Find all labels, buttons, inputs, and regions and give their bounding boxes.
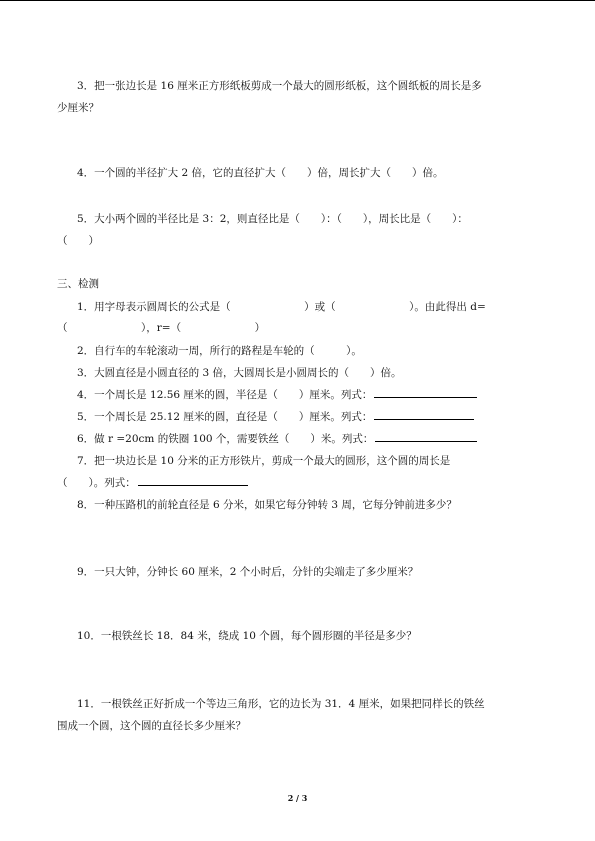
p3-q2: 2．自行车的车轮滚动一周，所行的路程是车轮的（ ）。 <box>77 345 362 357</box>
p3-q4 <box>77 388 477 402</box>
p3-q10: 10．一根铁丝长 18．84 米，绕成 10 个圆，每个圆形圈的半径是多少？ <box>77 630 417 642</box>
page-number: 2 / 3 <box>287 793 308 803</box>
p2-q5-line2: （ ） <box>57 235 99 247</box>
p2-q4: 4．一个圆的半径扩大 2 倍，它的直径扩大（ ）倍，周长扩大（ ）倍。 <box>77 167 444 179</box>
p3-q7-line2-text: （ ）。列式： <box>57 477 136 489</box>
p3-q1-line1: 1．用字母表示圆周长的公式是（ ）或（ ）。由此得出 d= <box>77 301 486 313</box>
p3-q3: 3．大圆直径是小圆直径的 3 倍，大圆周长是小圆周长的（ ）倍。 <box>77 367 402 379</box>
p3-q9: 9．一只大钟，分钟长 60 厘米，2 个小时后，分针的尖端走了多少厘米？ <box>77 566 419 578</box>
answer-blank[interactable] <box>138 476 248 486</box>
p3-q11-line1: 11．一根铁丝正好折成一个等边三角形，它的边长为 31．4 厘米，如果把同样长的铁丝 <box>77 698 485 710</box>
p2-q3-line2: 少厘米？ <box>57 102 99 114</box>
answer-blank[interactable] <box>374 388 477 398</box>
p3-q1-line2: （ ），r=（ ） <box>57 322 266 334</box>
section-heading-jiance: 三、检测 <box>57 278 99 290</box>
p3-q4-text: 4．一个周长是 12.56 厘米的圆，半径是（ ）厘米。列式： <box>77 389 373 401</box>
p3-q6 <box>77 432 477 446</box>
p3-q5 <box>77 410 474 424</box>
p3-q11-line2: 围成一个圆，这个圆的直径长多少厘米？ <box>57 720 246 732</box>
p3-q5-text: 5．一个周长是 25.12 厘米的圆，直径是（ ）厘米。列式： <box>77 411 373 423</box>
p3-q6-text: 6．做 r =20cm 的铁圈 100 个，需要铁丝（ ）米。列式： <box>77 433 374 445</box>
p3-q7-line2 <box>57 476 248 490</box>
p3-q8: 8．一种压路机的前轮直径是 6 分米，如果它每分钟转 3 周，它每分钟前进多少？ <box>77 499 457 511</box>
answer-blank[interactable] <box>374 410 474 420</box>
answer-blank[interactable] <box>375 432 477 442</box>
p2-q5-line1: 5．大小两个圆的半径比是 3：2，则直径比是（ ）：（ ），周长比是（ ）： <box>77 213 468 225</box>
top-rule <box>0 0 595 1</box>
p2-q3-line1: 3．把一张边长是 16 厘米正方形纸板剪成一个最大的圆形纸板，这个圆纸板的周长是多 <box>77 80 482 92</box>
p3-q7-line1: 7．把一块边长是 10 分米的正方形铁片，剪成一个最大的圆形，这个圆的周长是 <box>77 455 451 467</box>
